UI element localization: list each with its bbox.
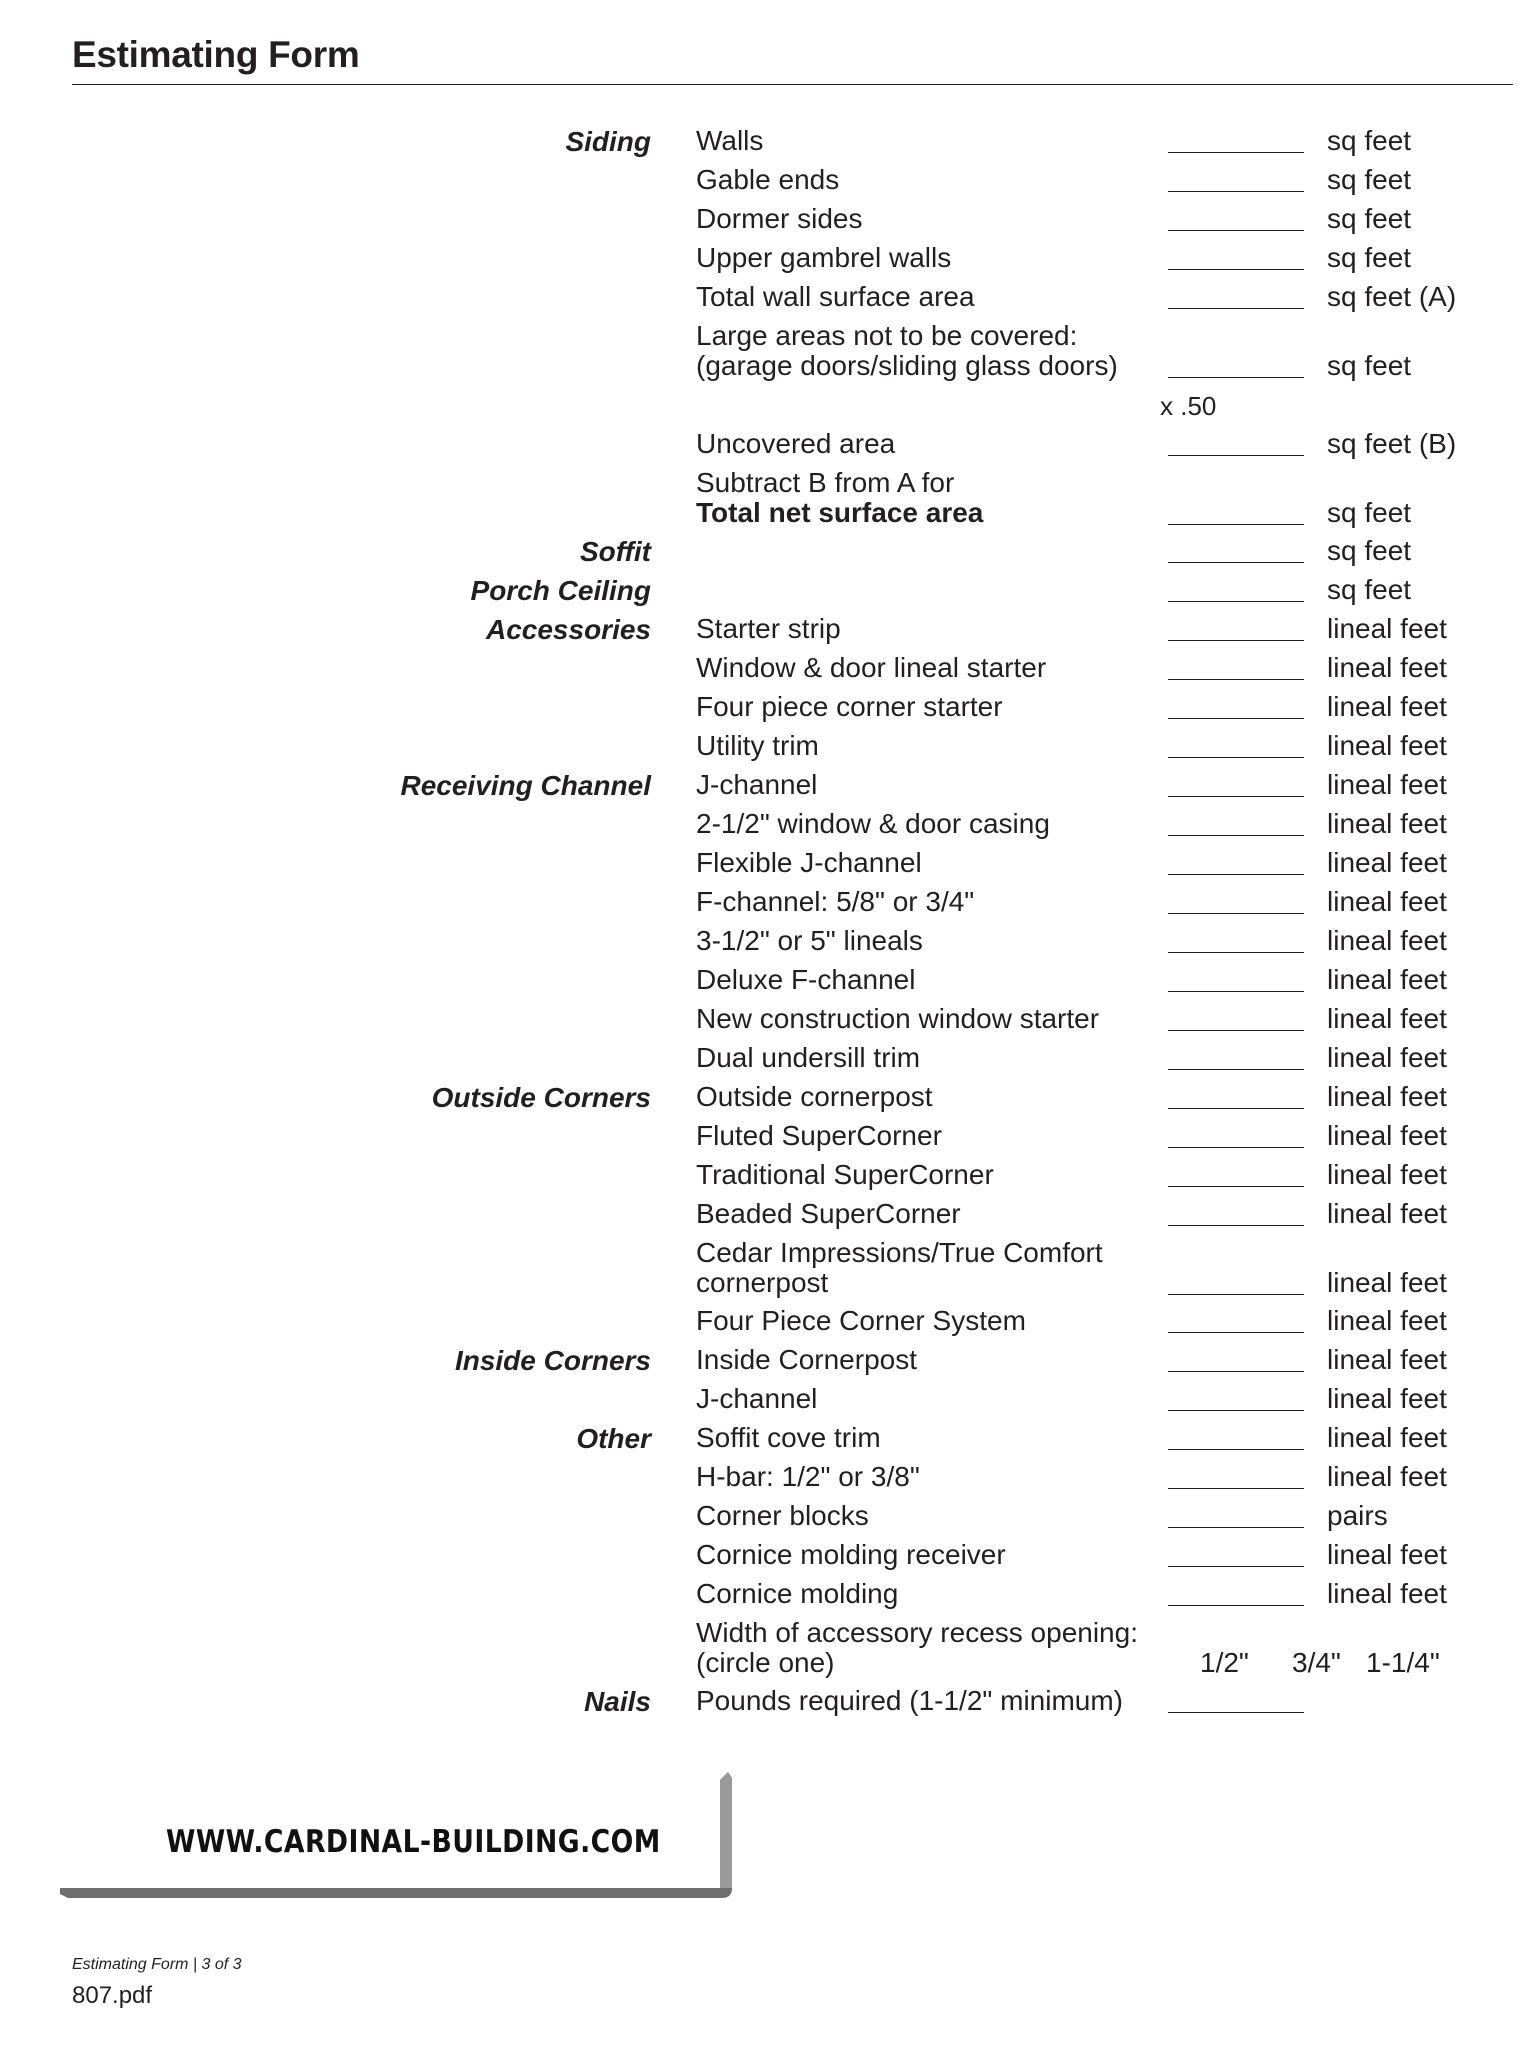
form-row: [0, 165, 1523, 204]
item-label-line: Gable ends: [696, 164, 840, 195]
quantity-blank-field[interactable]: [1168, 718, 1304, 719]
item-label-line: Beaded SuperCorner: [696, 1198, 961, 1229]
form-row: [0, 429, 1523, 468]
unit-label: lineal feet: [1327, 1578, 1447, 1609]
item-label: [696, 731, 1166, 761]
form-row: [0, 770, 1523, 809]
item-label-line: F-channel: 5/8" or 3/4": [696, 886, 975, 917]
item-label: [696, 1384, 1166, 1414]
form-row: [0, 1501, 1523, 1540]
item-label-line: (garage doors/sliding glass doors): [696, 350, 1118, 381]
form-row: [0, 282, 1523, 321]
item-label: [696, 1501, 1166, 1531]
item-label-line: Dormer sides: [696, 203, 863, 234]
item-label: [696, 1462, 1166, 1492]
category-label: Inside Corners: [454, 1345, 651, 1376]
item-label-line: New construction window starter: [696, 1003, 1100, 1034]
form-row: [0, 243, 1523, 282]
item-label: [696, 468, 1166, 528]
item-label-line: Four piece corner starter: [696, 691, 1003, 722]
item-label-line: Upper gambrel walls: [696, 242, 952, 273]
unit-label: sq feet: [1327, 535, 1412, 566]
unit-label: lineal feet: [1327, 691, 1447, 722]
recess-option[interactable]: 1-1/4": [1366, 1647, 1440, 1678]
category-label: Other: [576, 1423, 651, 1454]
website-url[interactable]: WWW.CARDINAL-BUILDING.COM: [166, 1824, 661, 1860]
form-row: [0, 926, 1523, 965]
item-label: [696, 1199, 1166, 1229]
item-label: [696, 653, 1166, 683]
unit-label: lineal feet: [1327, 1539, 1447, 1570]
quantity-blank-field[interactable]: [1168, 1030, 1304, 1031]
quantity-blank-field[interactable]: [1168, 1069, 1304, 1070]
item-label-line: J-channel: [696, 769, 818, 800]
unit-label: sq feet: [1327, 242, 1412, 273]
item-label: [696, 1121, 1166, 1151]
form-row: [0, 887, 1523, 926]
item-label: [696, 243, 1166, 273]
unit-label: lineal feet: [1327, 1461, 1447, 1492]
unit-label: lineal feet: [1327, 886, 1447, 917]
item-label: [696, 165, 1166, 195]
form-row: [0, 1306, 1523, 1345]
item-label-line: Flexible J-channel: [696, 847, 922, 878]
item-label-line: Large areas not to be covered:: [696, 320, 1078, 351]
page-title: Estimating Form: [72, 34, 360, 75]
item-label-line: Traditional SuperCorner: [696, 1159, 994, 1190]
form-row: [0, 614, 1523, 653]
unit-label: lineal feet: [1327, 730, 1447, 761]
quantity-blank-field[interactable]: [1168, 1147, 1304, 1148]
item-label: [696, 321, 1166, 381]
form-row: [0, 1082, 1523, 1121]
form-row: [0, 731, 1523, 770]
unit-label: sq feet: [1327, 125, 1412, 156]
quantity-blank-field[interactable]: [1168, 1186, 1304, 1187]
item-label: [696, 126, 1166, 156]
unit-label: lineal feet: [1327, 1198, 1447, 1229]
category-label: Porch Ceiling: [470, 575, 651, 606]
item-label-line: Deluxe F-channel: [696, 964, 916, 995]
item-label: [696, 692, 1166, 722]
quantity-blank-field[interactable]: [1168, 757, 1304, 758]
item-label: [696, 1618, 1166, 1678]
form-row: [0, 1199, 1523, 1238]
unit-label: sq feet: [1327, 497, 1412, 528]
item-label: [696, 809, 1166, 839]
item-label-line: Starter strip: [696, 613, 841, 644]
category-label: Receiving Channel: [400, 770, 651, 801]
item-label-line: Outside cornerpost: [696, 1081, 933, 1112]
multiplier-text: x .50: [1160, 391, 1217, 421]
recess-option[interactable]: 3/4": [1292, 1647, 1341, 1678]
form-row: [0, 1160, 1523, 1199]
quantity-blank-field[interactable]: [1168, 1605, 1304, 1606]
form-row: [0, 1004, 1523, 1043]
unit-label: sq feet (A): [1327, 281, 1457, 312]
item-label-line: Cornice molding: [696, 1578, 899, 1609]
form-row: [0, 468, 1523, 536]
category-label: Nails: [584, 1686, 651, 1717]
category-label: Outside Corners: [431, 1082, 651, 1113]
form-row: [0, 321, 1523, 389]
quantity-blank-field[interactable]: [1168, 1225, 1304, 1226]
item-label-line: Width of accessory recess opening:: [696, 1617, 1138, 1648]
title-divider: [72, 84, 1513, 85]
quantity-blank-field[interactable]: [1168, 1488, 1304, 1489]
form-row: [0, 536, 1523, 575]
unit-label: lineal feet: [1327, 964, 1447, 995]
item-label: [696, 770, 1166, 800]
unit-label: sq feet: [1327, 164, 1412, 195]
category-label: Soffit: [579, 536, 651, 567]
quantity-blank-field[interactable]: [1168, 1527, 1304, 1528]
item-label: [696, 926, 1166, 956]
unit-label: lineal feet: [1327, 769, 1447, 800]
form-row: [0, 848, 1523, 887]
recess-option[interactable]: 1/2": [1200, 1647, 1249, 1678]
unit-label: lineal feet: [1327, 808, 1447, 839]
unit-label: lineal feet: [1327, 613, 1447, 644]
item-label: [696, 282, 1166, 312]
quantity-blank-field[interactable]: [1168, 1371, 1304, 1372]
quantity-blank-field[interactable]: [1168, 269, 1304, 270]
unit-label: pairs: [1327, 1500, 1388, 1531]
unit-label: lineal feet: [1327, 1267, 1447, 1298]
quantity-blank-field[interactable]: [1168, 1108, 1304, 1109]
item-label-line: Pounds required (1-1/2" minimum): [696, 1685, 1123, 1716]
item-label: [696, 1423, 1166, 1453]
item-label-line: Cedar Impressions/True Comfort: [696, 1237, 1103, 1268]
item-label-line: Walls: [696, 125, 764, 156]
quantity-blank-field[interactable]: [1168, 835, 1304, 836]
item-label-line: cornerpost: [696, 1267, 829, 1298]
item-label: [696, 887, 1166, 917]
item-label-line: Uncovered area: [696, 428, 896, 459]
unit-label: lineal feet: [1327, 1422, 1447, 1453]
footer-filename: 807.pdf: [72, 1982, 153, 2009]
quantity-blank-field[interactable]: [1168, 230, 1304, 231]
unit-label: sq feet: [1327, 350, 1412, 381]
quantity-blank-field[interactable]: [1168, 1410, 1304, 1411]
quantity-blank-field[interactable]: [1168, 562, 1304, 563]
item-label: [696, 1238, 1166, 1298]
item-label-line: H-bar: 1/2" or 3/8": [696, 1461, 920, 1492]
item-label: [696, 204, 1166, 234]
category-label: Accessories: [485, 614, 651, 645]
item-label: [696, 1686, 1166, 1716]
item-label-line: Fluted SuperCorner: [696, 1120, 942, 1151]
form-row: [0, 809, 1523, 848]
item-label: [696, 1579, 1166, 1609]
quantity-blank-field[interactable]: [1168, 796, 1304, 797]
item-label-line: Utility trim: [696, 730, 819, 761]
item-label: [696, 1345, 1166, 1375]
item-label: [696, 429, 1166, 459]
item-label-line: Total net surface area: [696, 497, 984, 528]
quantity-blank-field[interactable]: [1168, 455, 1304, 456]
quantity-blank-field[interactable]: [1168, 524, 1304, 525]
item-label: [696, 1160, 1166, 1190]
unit-label: sq feet: [1327, 203, 1412, 234]
unit-label: lineal feet: [1327, 925, 1447, 956]
item-label-line: J-channel: [696, 1383, 818, 1414]
quantity-blank-field[interactable]: [1168, 1449, 1304, 1450]
item-label: [696, 1540, 1166, 1570]
quantity-blank-field[interactable]: [1168, 377, 1304, 378]
unit-label: lineal feet: [1327, 1042, 1447, 1073]
quantity-blank-field[interactable]: [1168, 601, 1304, 602]
quantity-blank-field[interactable]: [1168, 991, 1304, 992]
multiplier-row: [0, 389, 1523, 429]
unit-label: lineal feet: [1327, 652, 1447, 683]
item-label-line: Corner blocks: [696, 1500, 869, 1531]
form-row: [0, 1043, 1523, 1082]
form-row: [0, 1423, 1523, 1462]
item-label-line: Subtract B from A for: [696, 467, 955, 498]
form-row: [0, 204, 1523, 243]
item-label-line: Window & door lineal starter: [696, 652, 1047, 683]
quantity-blank-field[interactable]: [1168, 191, 1304, 192]
item-label: [696, 1004, 1166, 1034]
unit-label: sq feet: [1327, 574, 1412, 605]
unit-label: lineal feet: [1327, 1003, 1447, 1034]
item-label: [696, 1306, 1166, 1336]
category-label: Siding: [565, 126, 651, 157]
quantity-blank-field[interactable]: [1168, 1332, 1304, 1333]
form-row: [0, 1238, 1523, 1306]
form-row: [0, 692, 1523, 731]
unit-label: lineal feet: [1327, 1159, 1447, 1190]
item-label-line: 2-1/2" window & door casing: [696, 808, 1050, 839]
quantity-blank-field[interactable]: [1168, 952, 1304, 953]
form-row: [0, 1345, 1523, 1384]
unit-label: lineal feet: [1327, 1344, 1447, 1375]
item-label-line: Cornice molding receiver: [696, 1539, 1006, 1570]
form-row: [0, 575, 1523, 614]
website-banner: [60, 1770, 740, 1900]
quantity-blank-field[interactable]: [1168, 1294, 1304, 1295]
form-row: [0, 653, 1523, 692]
item-label-line: Soffit cove trim: [696, 1422, 881, 1453]
item-label-line: Dual undersill trim: [696, 1042, 921, 1073]
item-label: [696, 965, 1166, 995]
item-label-line: 3-1/2" or 5" lineals: [696, 925, 923, 956]
form-row: [0, 1686, 1523, 1725]
unit-label: lineal feet: [1327, 1383, 1447, 1414]
item-label-line: Inside Cornerpost: [696, 1344, 918, 1375]
item-label: [696, 848, 1166, 878]
unit-label: lineal feet: [1327, 1081, 1447, 1112]
quantity-blank-field[interactable]: [1168, 913, 1304, 914]
form-row: [0, 1384, 1523, 1423]
form-row: [0, 1579, 1523, 1618]
quantity-blank-field[interactable]: [1168, 1566, 1304, 1567]
quantity-blank-field[interactable]: [1168, 308, 1304, 309]
item-label: [696, 1043, 1166, 1073]
estimating-form: [0, 126, 1523, 1725]
form-row: [0, 126, 1523, 165]
quantity-blank-field[interactable]: [1168, 679, 1304, 680]
unit-label: lineal feet: [1327, 1305, 1447, 1336]
unit-label: sq feet (B): [1327, 428, 1457, 459]
form-row: [0, 965, 1523, 1004]
quantity-blank-field[interactable]: [1168, 152, 1304, 153]
item-label-line: Four Piece Corner System: [696, 1305, 1026, 1336]
quantity-blank-field[interactable]: [1168, 640, 1304, 641]
form-row: [0, 1121, 1523, 1160]
quantity-blank-field[interactable]: [1168, 874, 1304, 875]
item-label: [696, 614, 1166, 644]
unit-label: lineal feet: [1327, 1120, 1447, 1151]
item-label-line: Total wall surface area: [696, 281, 975, 312]
quantity-blank-field[interactable]: [1168, 1712, 1304, 1713]
form-row: [0, 1462, 1523, 1501]
form-row: [0, 1540, 1523, 1579]
form-row: [0, 1618, 1523, 1686]
footer-caption: Estimating Form | 3 of 3: [72, 1956, 242, 1973]
unit-label: lineal feet: [1327, 847, 1447, 878]
item-label-line: (circle one): [696, 1647, 835, 1678]
item-label: [696, 1082, 1166, 1112]
